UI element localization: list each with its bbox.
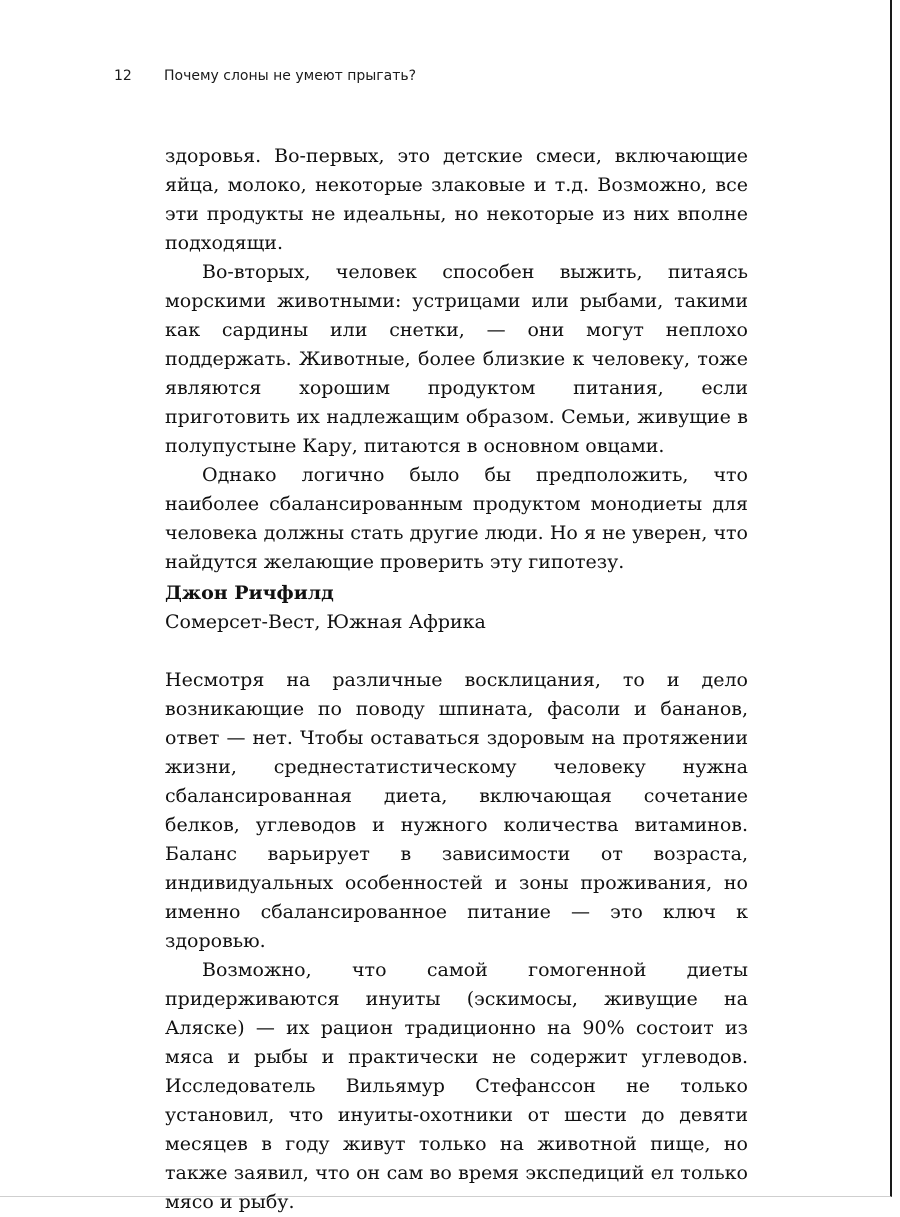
page-body — [165, 142, 748, 1217]
section-gap — [165, 637, 748, 666]
running-head — [114, 68, 814, 84]
answer-location: Сомерсет-Вест, Южная Африка — [165, 611, 486, 633]
paragraph: Однако логично было бы предположить, что наиболее сбалансированным продуктом монодиеты для человека должны стать другие люди. Но я не уверен, что найдутся желающие проверить эту гипотезу. — [165, 464, 748, 573]
page-number: 12 — [114, 68, 132, 84]
answer-author: Джон Ричфилд — [165, 582, 334, 604]
paragraph: Возможно, что самой гомогенной диеты придерживаются инуиты (эскимосы, живущие на Аляске) — их рацион традиционно на 90% состоит из мяса и рыбы и практически не содержит углеводов. Исследователь Вильямур Стефанссон не только установил, что инуиты-охотники от шести до девяти месяцев в году живут только на животной пище, но также заявил, что он сам во время экспедиций ел только мясо и рыбу. — [165, 959, 748, 1213]
running-title: Почему слоны не умеют прыгать? — [164, 68, 417, 84]
paragraph: здоровья. Во-первых, это детские смеси, включающие яйца, молоко, некоторые злаковые и т.д. Возможно, все эти продукты не идеальны, но некоторые из них вполне подходящи. — [165, 145, 748, 254]
paragraph: Во-вторых, человек способен выжить, питаясь морскими животными: устрицами или рыбами, такими как сардины или снетки, — они могут неплохо поддержать. Животные, более близкие к человеку, тоже являются хорошим продуктом питания, если приготовить их надлежащим образом. Семьи, живущие в полупустыне Кару, питаются в основном овцами. — [165, 261, 748, 457]
paragraph: Несмотря на различные восклицания, то и дело возникающие по поводу шпината, фасоли и бананов, ответ — нет. Чтобы оставаться здоровым на протяжении жизни, среднестатистическому человеку нужна сбалансированная диета, включающая сочетание белков, углеводов и нужного количества витаминов. Баланс варьирует в зависимости от возраста, индивидуальных особенностей и зоны проживания, но именно сбалансированное питание — это ключ к здоровью. — [165, 669, 748, 952]
